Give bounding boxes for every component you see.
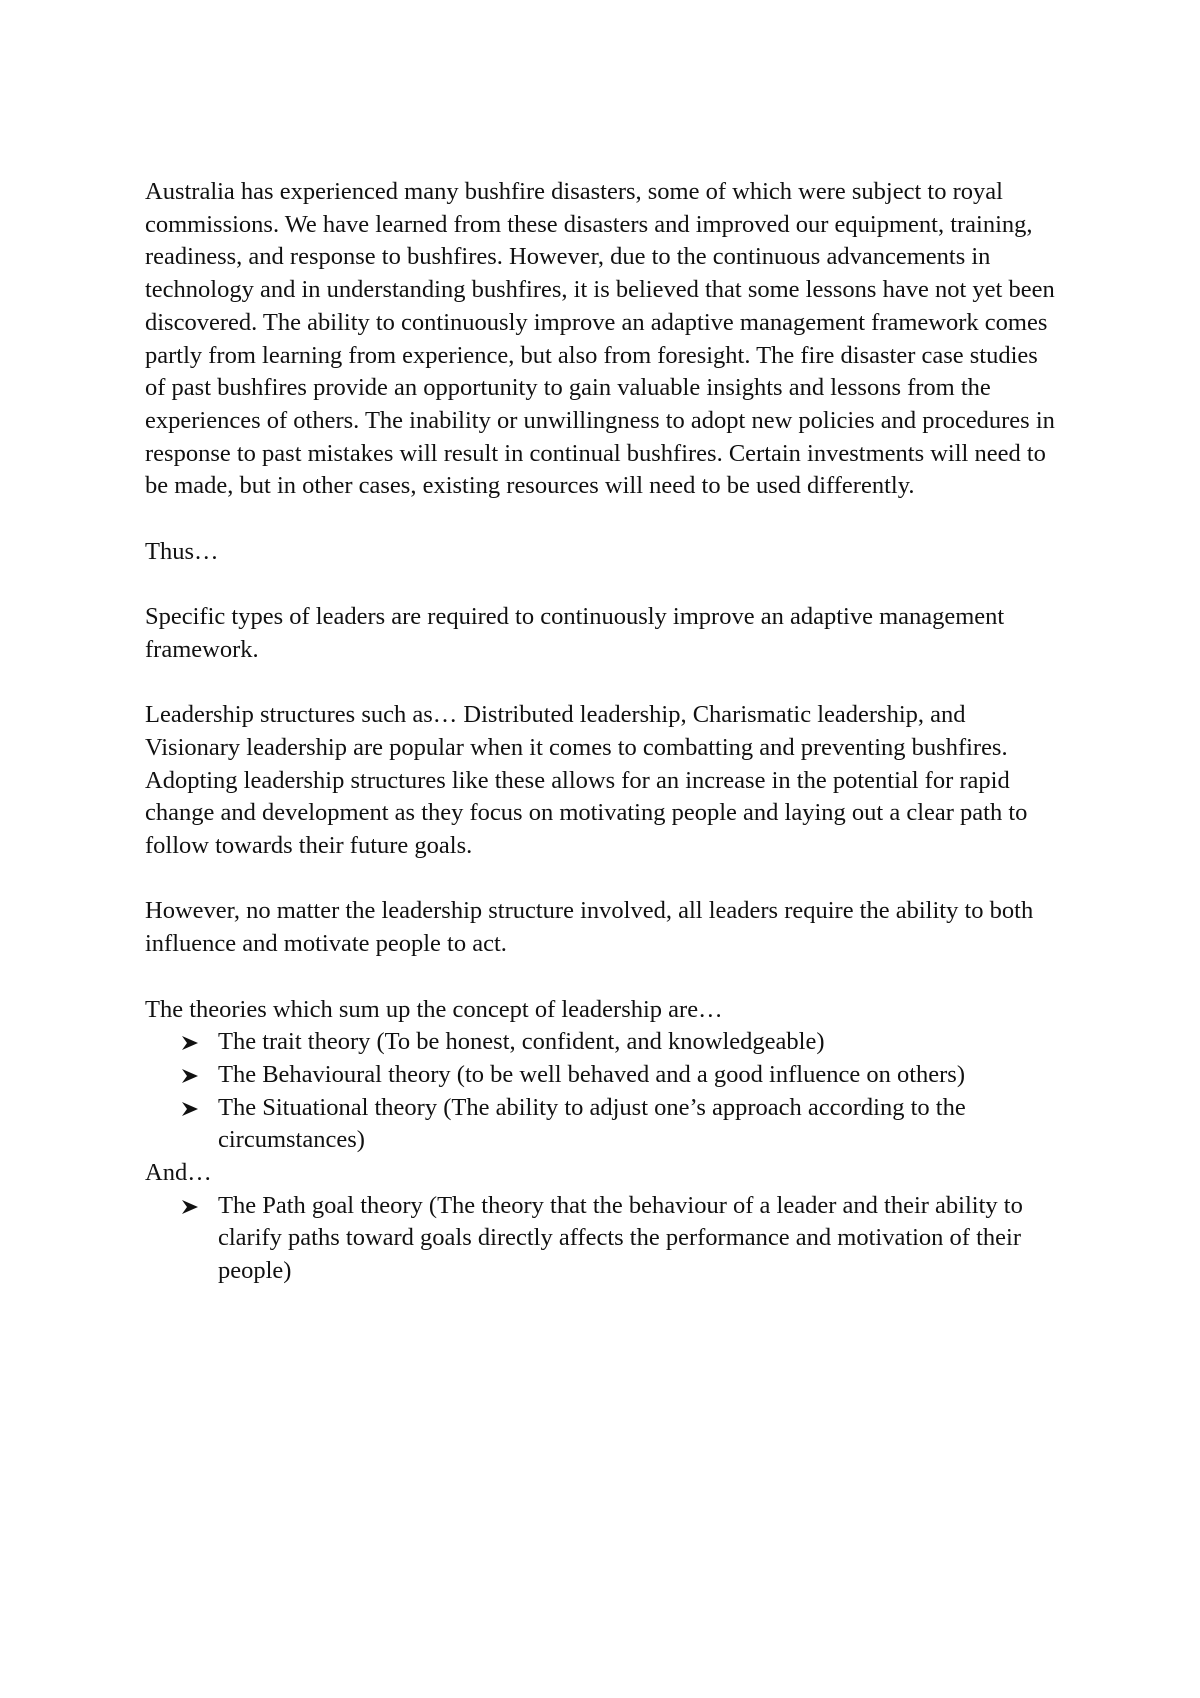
arrowhead-bullet-icon xyxy=(181,1026,201,1059)
arrowhead-bullet-icon xyxy=(181,1059,201,1092)
thus-paragraph: Thus… xyxy=(145,537,219,565)
leaders-required-paragraph: Specific types of leaders are required to continuously improve an adaptive management framework. xyxy=(145,603,1005,663)
leadership-structures-paragraph: Leadership structures such as… Distributed leadership, Charismatic leadership, and Visionary leadership are popular when it comes to combatting and preventing bushfires. Adopting leadership structures like these allows for an increase in the potential for rapid change and development as they focus on motivating people and laying out a clear path to follow towards their future goals. xyxy=(145,701,1028,860)
theories-intro-paragraph: The theories which sum up the concept of leadership are… xyxy=(145,995,723,1023)
theory-text: The trait theory (To be honest, confident, and knowledgeable) xyxy=(218,1028,825,1056)
theory-text: The Situational theory (The ability to adjust one’s approach according to the circumstances) xyxy=(218,1093,966,1154)
arrowhead-bullet-icon xyxy=(181,1190,201,1223)
list-item xyxy=(218,1092,1060,1157)
arrowhead-bullet-icon xyxy=(181,1092,201,1125)
final-theories-list xyxy=(145,1190,1060,1288)
list-item xyxy=(218,1026,1060,1059)
list-item xyxy=(218,1190,1060,1288)
influence-motivate-paragraph: However, no matter the leadership structure involved, all leaders require the ability to both influence and motivate people to act. xyxy=(145,897,1034,958)
document-body xyxy=(145,176,1060,1288)
list-item xyxy=(218,1059,1060,1092)
and-label: And… xyxy=(145,1159,212,1187)
intro-paragraph: Australia has experienced many bushfire disasters, some of which were subject to royal commissions. We have learned from these disasters and improved our equipment, training, readiness, and response to bushfires. However, due to the continuous advancements in technology and in understanding bushfires, it is believed that some lessons have not yet been discovered. The ability to continuously improve an adaptive management framework comes partly from learning from experience, but also from foresight. The fire disaster case studies of past bushfires provide an opportunity to gain valuable insights and lessons from the experiences of others. The inability or unwillingness to adopt new policies and procedures in response to past mistakes will result in continual bushfires. Certain investments will need to be made, but in other cases, existing resources will need to be used differently. xyxy=(145,178,1055,500)
theories-list xyxy=(145,1026,1060,1157)
theory-text: The Path goal theory (The theory that the behaviour of a leader and their ability to clarify paths toward goals directly affects the performance and motivation of their people) xyxy=(218,1191,1023,1285)
theory-text: The Behavioural theory (to be well behaved and a good influence on others) xyxy=(218,1060,965,1088)
